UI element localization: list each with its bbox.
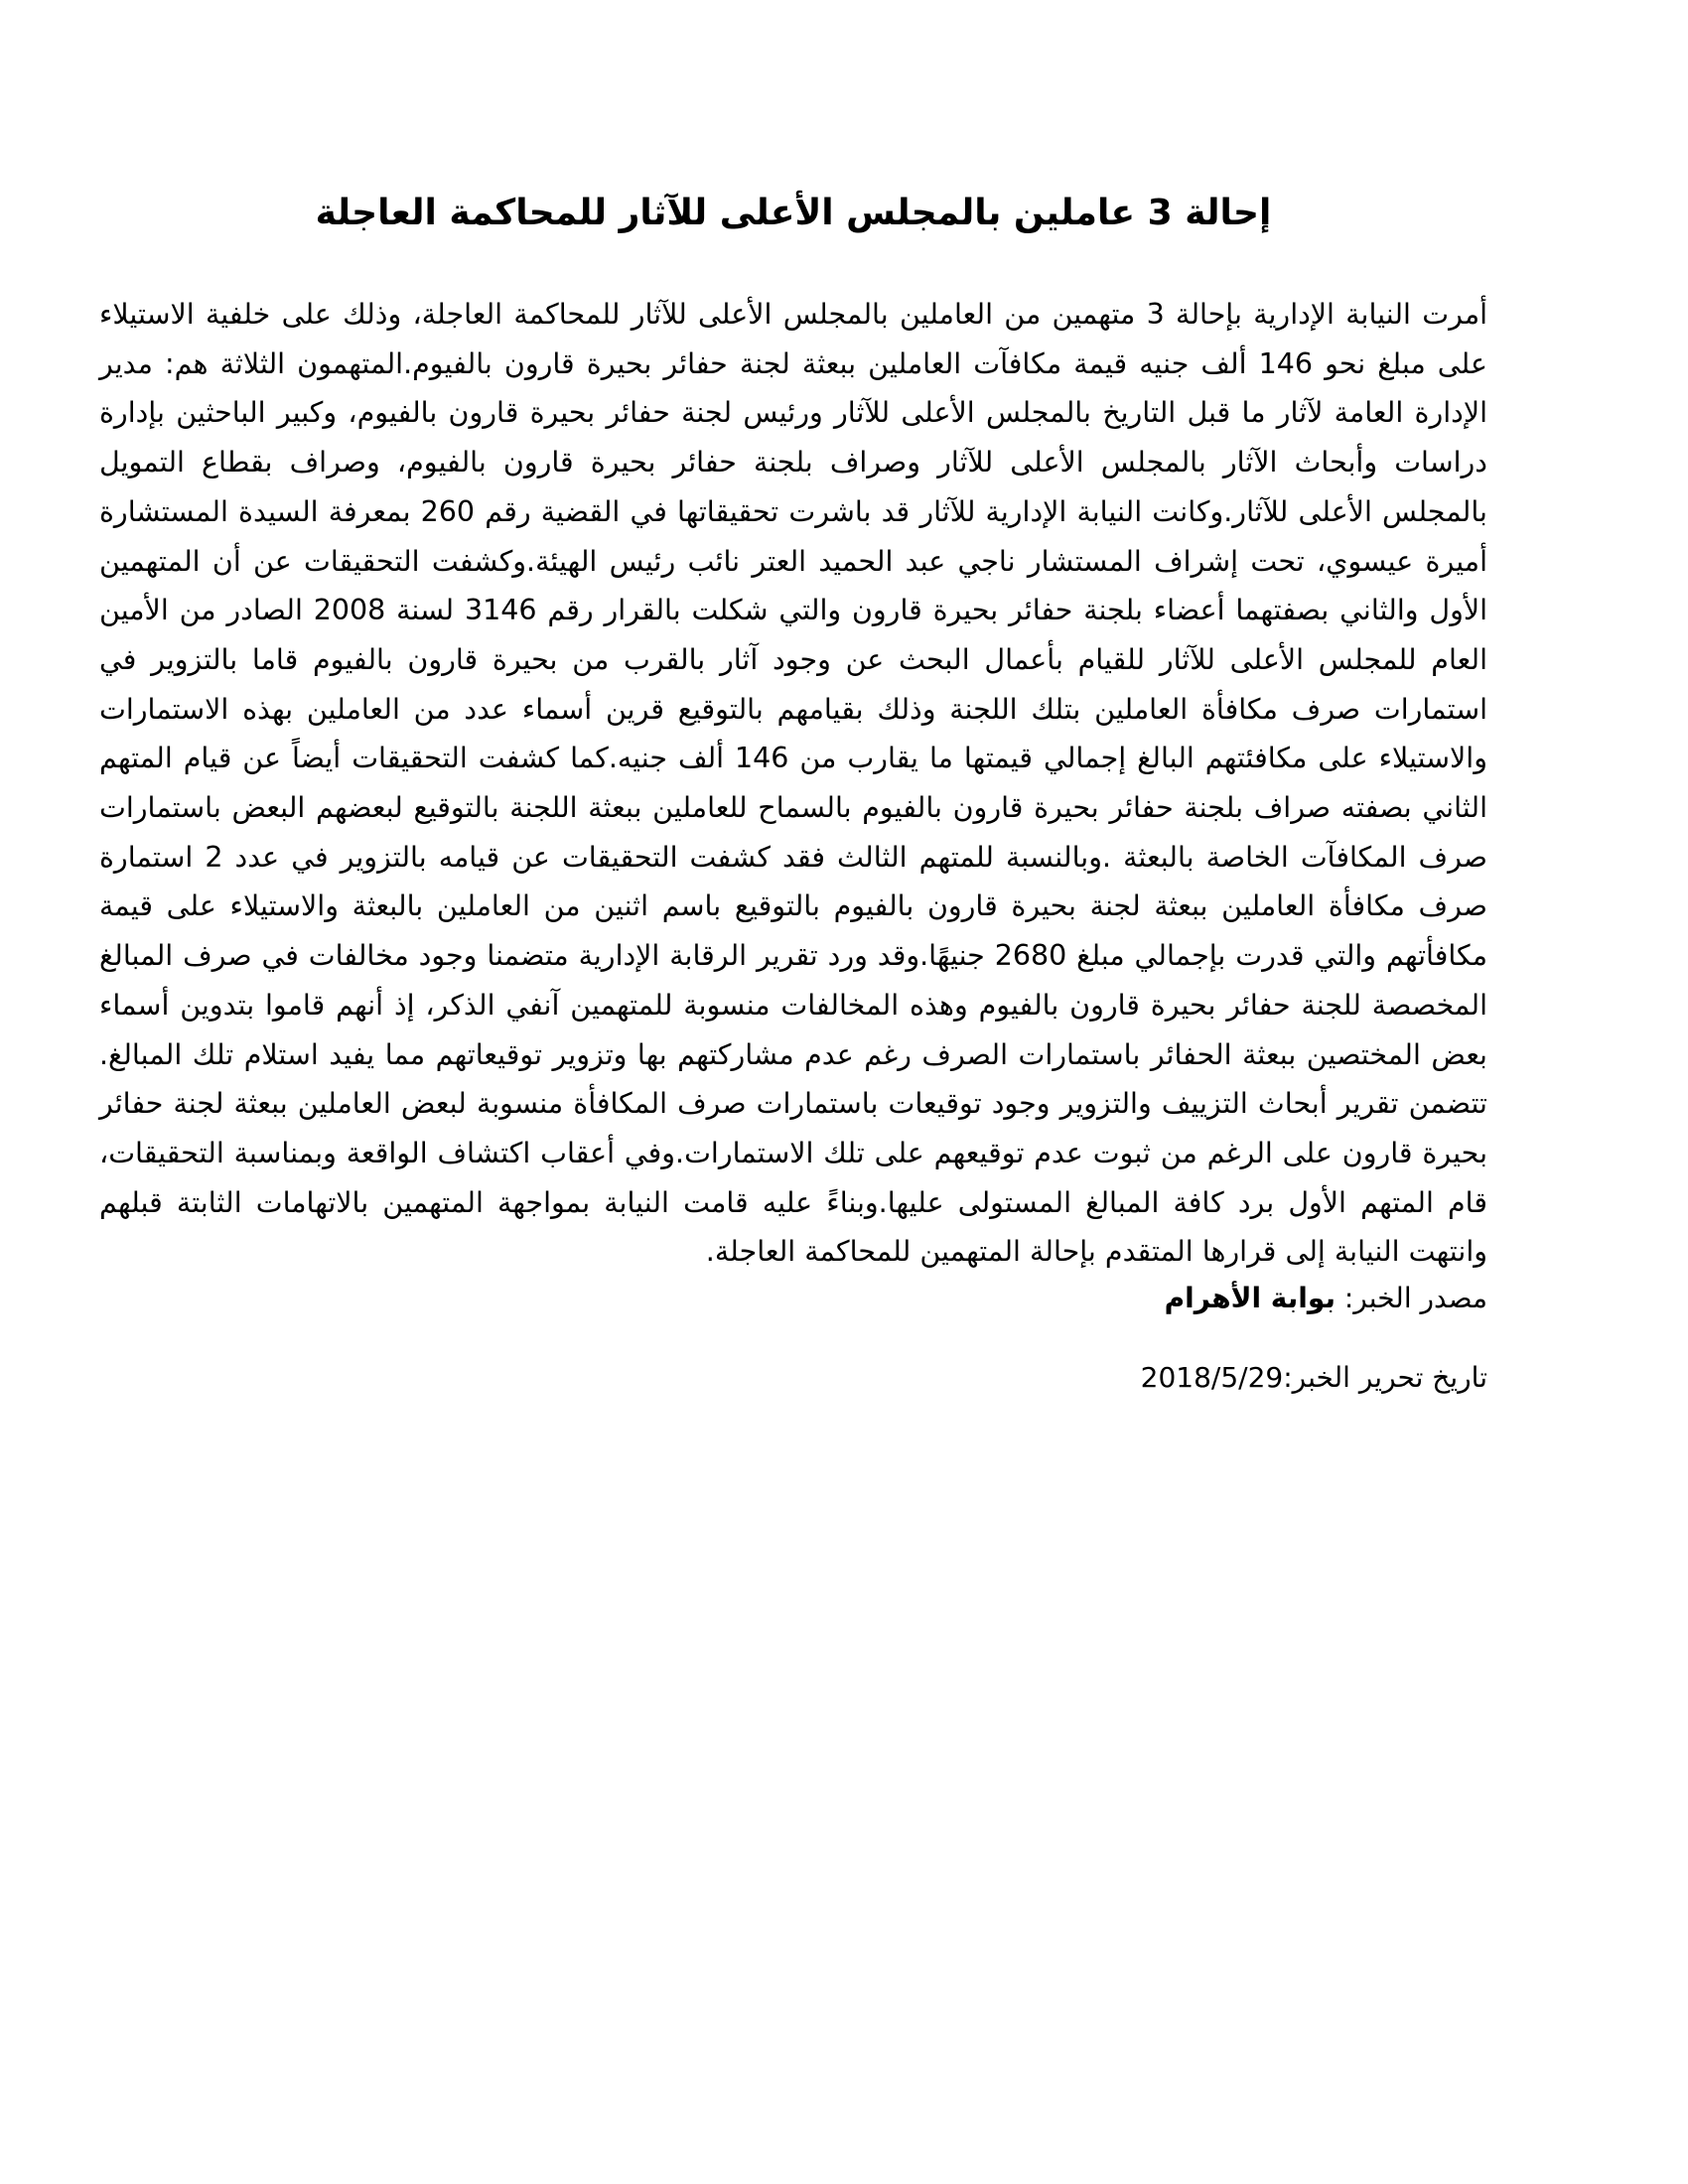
article-body: أمرت النيابة الإدارية بإحالة 3 متهمين من العاملين بالمجلس الأعلى للآثار للمحاكمة العاجلة، وذلك على خلفية الاستيلاء على مبلغ نحو 146 ألف جنيه قيمة مكافآت العاملين ببعثة لجنة حفائر بحيرة قارون بالفيوم.المتهمون الثلاثة هم: مدير الإدارة العامة لآثار ما قبل التاريخ بالمجلس الأعلى للآثار ورئيس لجنة حفائر بحيرة قارون بالفيوم، وكبير الباحثين بإدارة دراسات وأبحاث الآثار بالمجلس الأعلى للآثار وصراف بلجنة حفائر بحيرة قارون بالفيوم، وصراف بقطاع التمويل بالمجلس الأعلى للآثار.وكانت النيابة الإدارية للآثار قد باشرت تحقيقاتها في القضية رقم 260 بمعرفة السيدة المستشارة أميرة عيسوي، تحت إشراف المستشار ناجي عبد الحميد العتر نائب رئيس الهيئة.وكشفت التحقيقات عن أن المتهمين الأول والثاني بصفتهما أعضاء بلجنة حفائر بحيرة قارون والتي شكلت بالقرار رقم 3146 لسنة 2008 الصادر من الأمين العام للمجلس الأعلى للآثار للقيام بأعمال البحث عن وجود آثار بالقرب من بحيرة قارون بالفيوم قاما بالتزوير في استمارات صرف مكافأة العاملين بتلك اللجنة وذلك بقيامهم بالتوقيع قرين أسماء عدد من العاملين بهذه الاستمارات والاستيلاء على مكافئتهم البالغ إجمالي قيمتها ما يقارب من 146 ألف جنيه.كما كشفت التحقيقات أيضاً عن قيام المتهم الثاني بصفته صراف بلجنة حفائر بحيرة قارون بالفيوم بالسماح للعاملين ببعثة اللجنة بالتوقيع لبعضهم البعض باستمارات صرف المكافآت الخاصة بالبعثة .وبالنسبة للمتهم الثالث فقد كشفت التحقيقات عن قيامه بالتزوير في عدد 2 استمارة صرف مكافأة العاملين ببعثة لجنة بحيرة قارون بالفيوم بالتوقيع باسم اثنين من العاملين بالبعثة والاستيلاء على قيمة مكافأتهم والتي قدرت بإجمالي مبلغ 2680 جنيهًا.وقد ورد تقرير الرقابة الإدارية متضمنا وجود مخالفات في صرف المبالغ المخصصة للجنة حفائر بحيرة قارون بالفيوم وهذه المخالفات منسوبة للمتهمين آنفي الذكر، إذ أنهم قاموا بتدوين أسماء بعض المختصين ببعثة الحفائر باستمارات الصرف رغم عدم مشاركتهم بها وتزوير توقيعاتهم مما يفيد استلام تلك المبالغ. تتضمن تقرير أبحاث التزييف والتزوير وجود توقيعات باستمارات صرف المكافأة منسوبة لبعض العاملين ببعثة لجنة حفائر بحيرة قارون على الرغم من ثبوت عدم توقيعهم على تلك الاستمارات.وفي أعقاب اكتشاف الواقعة وبمناسبة التحقيقات، قام المتهم الأول برد كافة المبالغ المستولى عليها.وبناءً عليه قامت النيابة بمواجهة المتهمين بالاتهامات الثابتة قبلهم وانتهت النيابة إلى قرارها المتقدم بإحالة المتهمين للمحاكمة العاجلة. — [99, 298, 1488, 1269]
source-value: بوابة الأهرام — [1164, 1282, 1336, 1315]
news-source-line — [99, 1277, 1487, 1320]
source-label: مصدر الخبر: — [1343, 1282, 1487, 1315]
date-label: تاريخ تحرير الخبر: — [1283, 1361, 1487, 1395]
document-page — [99, 189, 1487, 1400]
article-title: إحالة 3 عاملين بالمجلس الأعلى للآثار للمحاكمة العاجلة — [315, 193, 1272, 233]
edit-date-line — [99, 1356, 1487, 1400]
date-value: 2018/5/29 — [1140, 1361, 1284, 1395]
